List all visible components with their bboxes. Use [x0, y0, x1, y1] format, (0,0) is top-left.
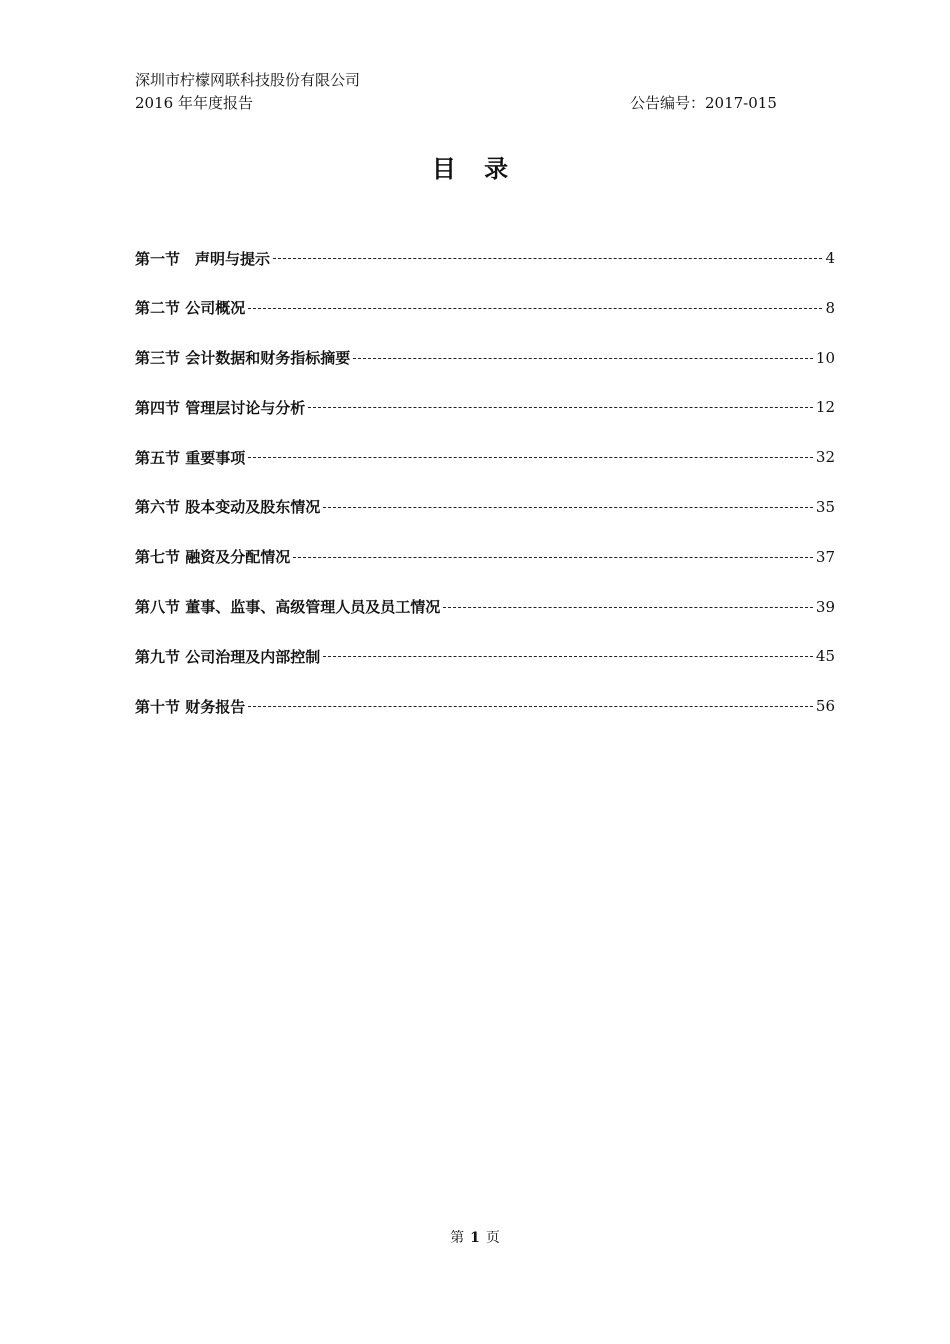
toc-leader-dots	[293, 556, 813, 558]
toc-entry[interactable]	[135, 296, 835, 320]
toc-leader-dots	[248, 705, 813, 707]
toc-leader-dots	[323, 506, 813, 508]
footer-page-number: 1	[470, 1230, 480, 1246]
page-footer	[0, 1228, 950, 1248]
toc-leader-dots	[308, 406, 813, 408]
toc-entry-page: 45	[815, 647, 835, 666]
toc-entry-page: 35	[815, 497, 835, 516]
toc-entry-label: 第八节 董事、监事、高级管理人员及员工情况	[135, 598, 441, 617]
header-company-name: 深圳市柠檬网联科技股份有限公司	[135, 71, 361, 89]
toc-entry-page: 4	[825, 249, 835, 267]
toc-leader-dots	[248, 456, 813, 458]
header-report-title: 2016 年年度报告	[135, 94, 253, 112]
toc-leader-dots	[353, 357, 813, 359]
table-of-contents	[135, 246, 835, 744]
toc-entry[interactable]	[135, 545, 835, 569]
toc-entry[interactable]	[135, 644, 835, 668]
toc-entry-page: 32	[815, 448, 835, 467]
toc-leader-dots	[323, 655, 813, 657]
toc-entry-label: 第二节 公司概况	[135, 299, 246, 318]
toc-entry-label: 第一节 声明与提示	[135, 249, 271, 268]
toc-entry[interactable]	[135, 346, 835, 370]
toc-entry[interactable]	[135, 246, 835, 270]
toc-entry[interactable]	[135, 445, 835, 469]
toc-entry-page: 39	[815, 597, 835, 616]
toc-entry[interactable]	[135, 595, 835, 619]
toc-entry-page: 56	[815, 697, 835, 716]
toc-entry[interactable]	[135, 395, 835, 419]
toc-leader-dots	[443, 606, 813, 608]
header-announcement-number: 公告编号：2017-015	[630, 94, 777, 112]
toc-entry-label: 第四节 管理层讨论与分析	[135, 398, 306, 417]
footer-prefix: 第	[450, 1230, 465, 1246]
toc-leader-dots	[273, 257, 822, 259]
toc-entry-page: 12	[815, 398, 835, 417]
toc-entry-page: 10	[815, 348, 835, 367]
footer-suffix: 页	[485, 1230, 500, 1246]
toc-entry[interactable]	[135, 694, 835, 718]
toc-entry-label: 第七节 融资及分配情况	[135, 548, 291, 567]
toc-entry-page: 37	[815, 547, 835, 566]
toc-entry-label: 第九节 公司治理及内部控制	[135, 647, 321, 666]
toc-leader-dots	[248, 307, 822, 309]
toc-entry[interactable]	[135, 495, 835, 519]
toc-entry-page: 8	[825, 298, 835, 317]
toc-entry-label: 第六节 股本变动及股东情况	[135, 498, 321, 517]
toc-title: 目 录	[431, 154, 519, 183]
toc-entry-label: 第五节 重要事项	[135, 448, 246, 467]
toc-entry-label: 第十节 财务报告	[135, 697, 246, 716]
toc-entry-label: 第三节 会计数据和财务指标摘要	[135, 349, 351, 368]
